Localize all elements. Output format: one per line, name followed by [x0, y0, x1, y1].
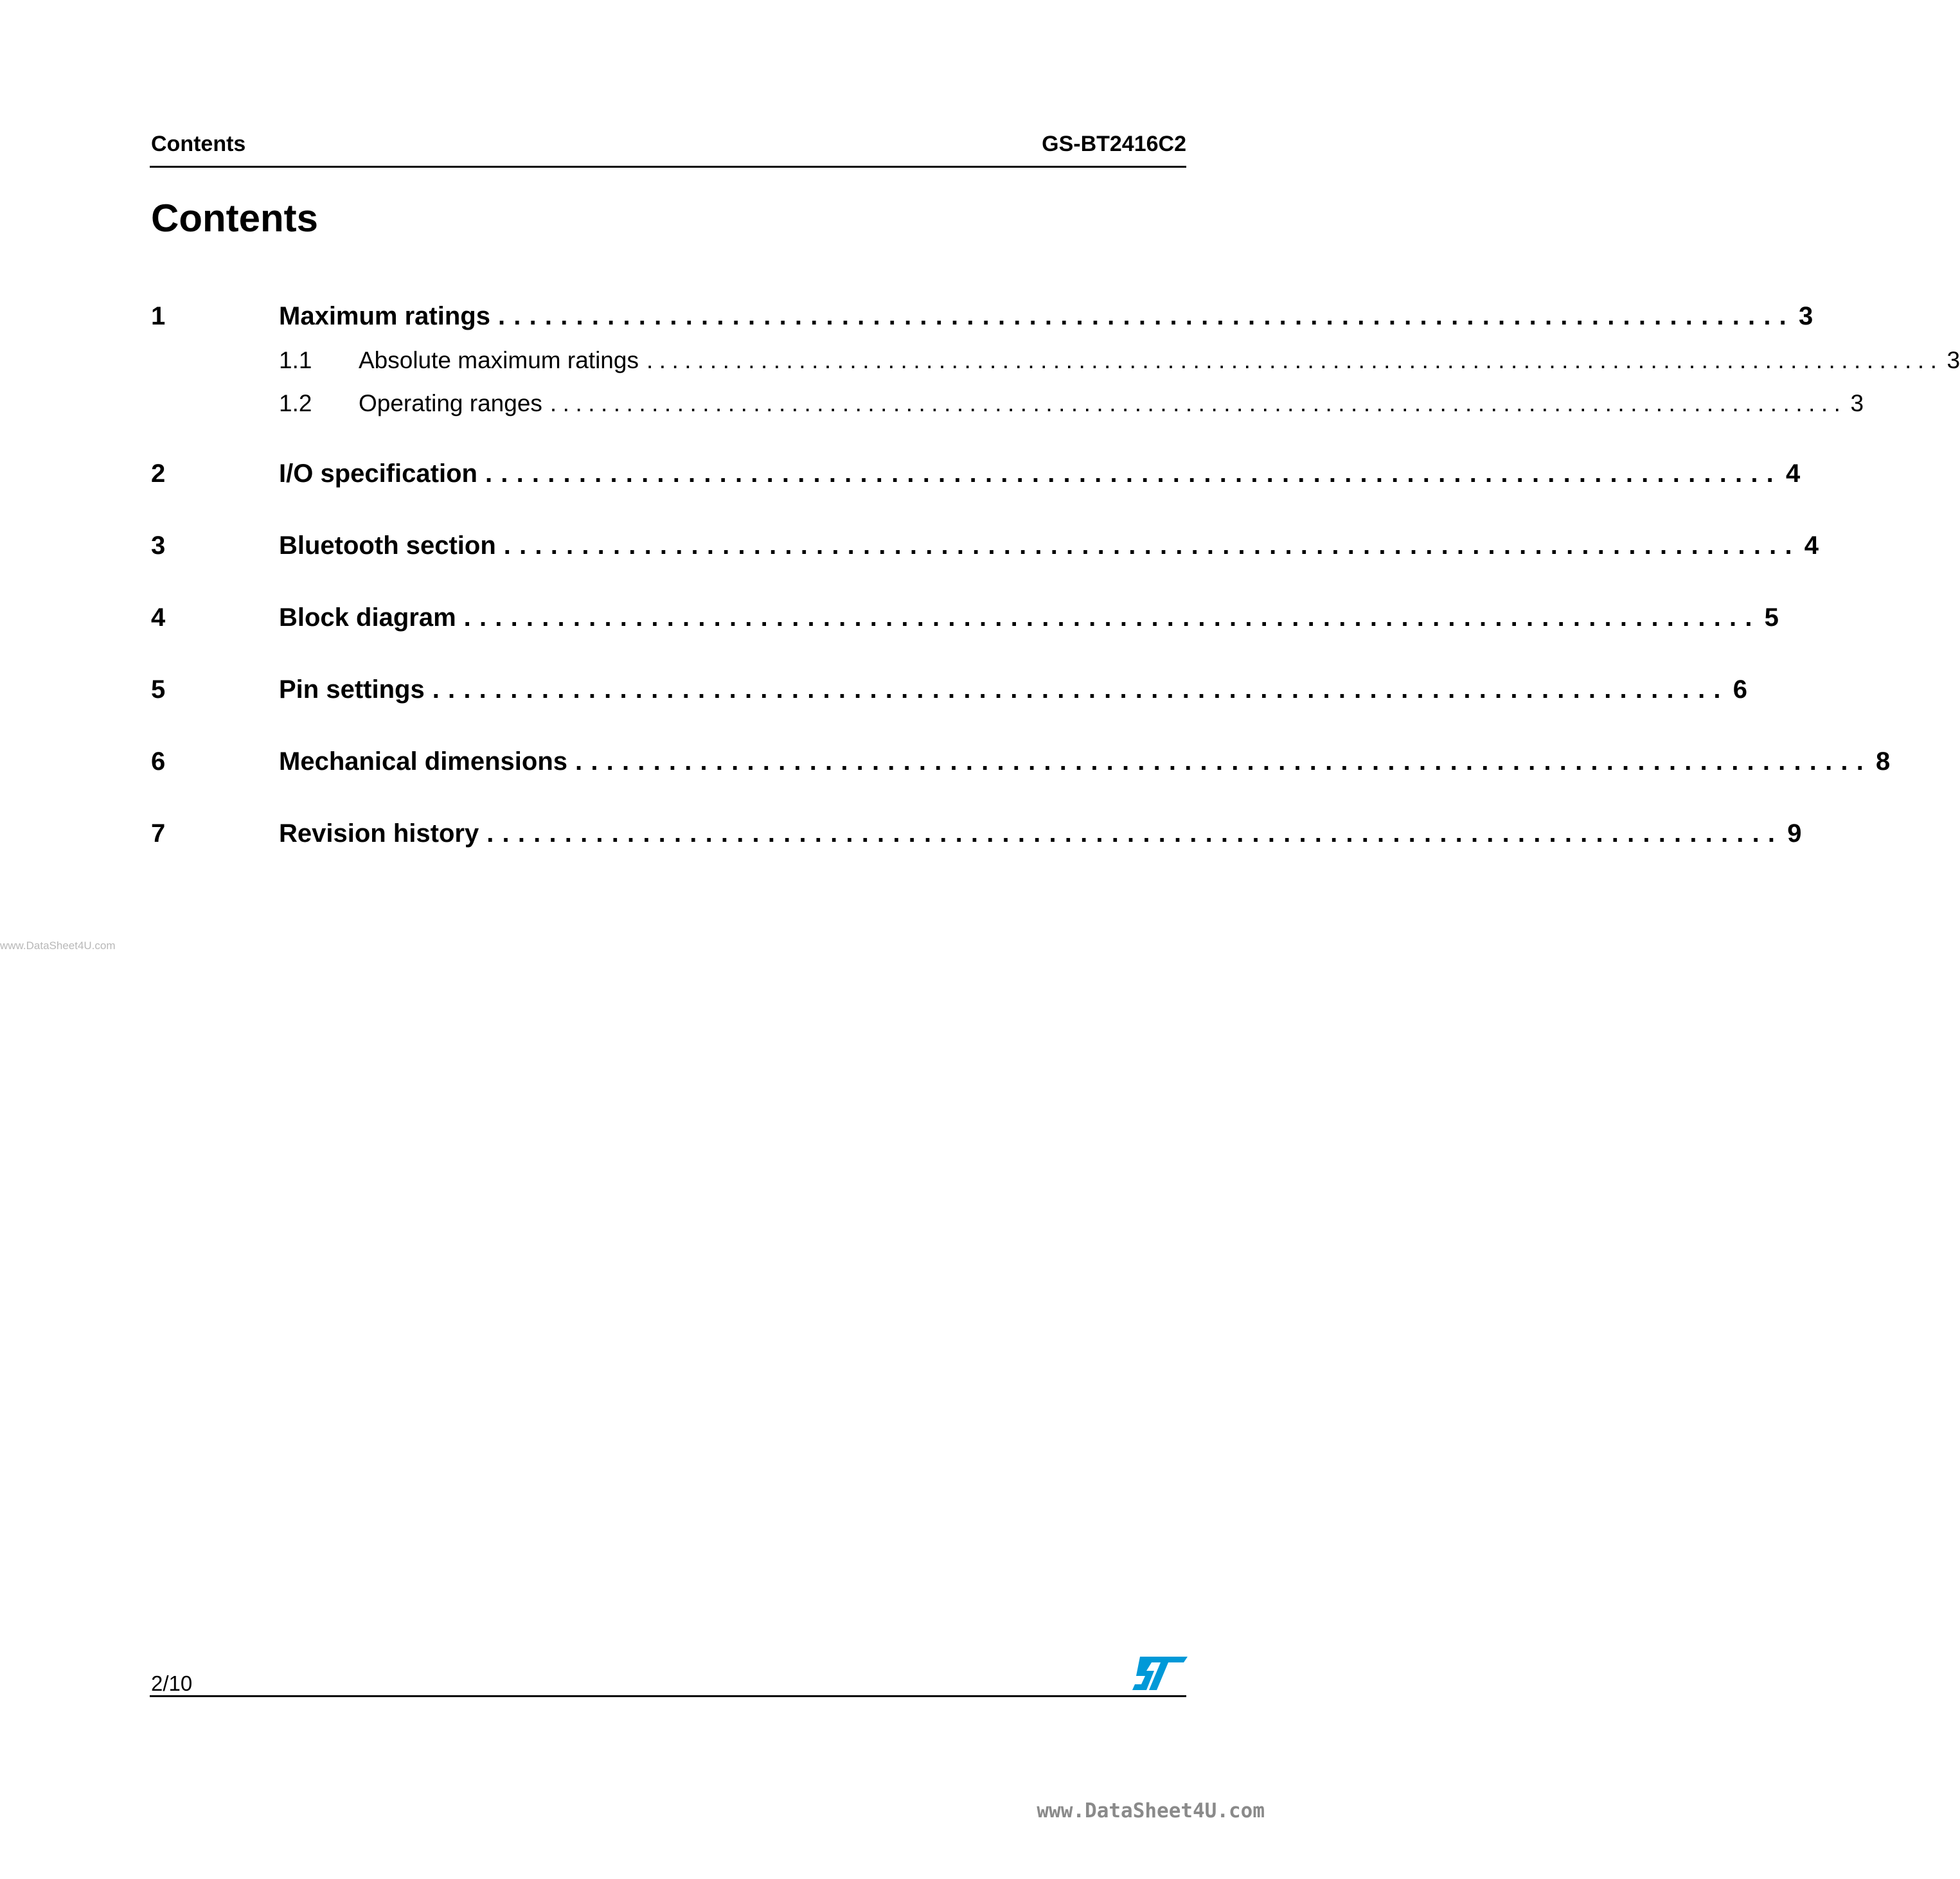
toc-entry-title: Pin settings: [279, 675, 425, 704]
toc-entry-number: 1.2: [279, 390, 312, 416]
toc-entry[interactable]: [151, 746, 1891, 777]
toc-entry-number: 7: [151, 819, 166, 848]
toc-dot-leader: ...................................................................................: [485, 459, 1782, 488]
toc-entry-number: 3: [151, 531, 166, 560]
toc-entry[interactable]: [151, 346, 1960, 375]
toc-entry[interactable]: [151, 602, 1779, 633]
toc-entry-title: I/O specification: [279, 459, 477, 488]
toc-entry-number: 5: [151, 675, 166, 704]
toc-entry[interactable]: [151, 818, 1802, 849]
toc-entry[interactable]: [151, 389, 1864, 418]
toc-entry-title: Absolute maximum ratings: [359, 347, 639, 373]
toc-entry-number: 6: [151, 747, 166, 776]
toc-dot-leader: ...................................................................................: [497, 302, 1795, 330]
page-title: Contents: [151, 197, 318, 240]
footer-page-number: 2/10: [151, 1671, 193, 1695]
toc-entry-title: Maximum ratings: [279, 302, 490, 330]
toc-entry-page: 4: [1785, 459, 1801, 488]
toc-entry-title: Mechanical dimensions: [279, 747, 568, 776]
toc-entry-number: 2: [151, 459, 166, 488]
toc-entry-title: Block diagram: [279, 603, 456, 632]
watermark-url: www.DataSheet4U.com: [1037, 1799, 1265, 1822]
toc-dot-leader: ...................................................................................: [503, 531, 1801, 560]
toc-entry[interactable]: [151, 674, 1747, 705]
toc-dot-leader: ......................................................................................................: [549, 390, 1847, 416]
toc-entry-page: 9: [1787, 819, 1802, 848]
toc-entry-number: 1: [151, 302, 166, 330]
toc-dot-leader: ...................................................................................: [486, 819, 1784, 848]
toc-entry-page: 3: [1850, 390, 1864, 416]
header-section-title: Contents: [151, 132, 246, 156]
toc-entry-number: 1.1: [279, 347, 312, 373]
toc-entry-page: 3: [1947, 347, 1960, 373]
toc-entry-page: 4: [1804, 531, 1819, 560]
toc-entry-page: 3: [1798, 302, 1813, 330]
toc-dot-leader: ...................................................................................: [432, 675, 1729, 704]
toc-entry-number: 4: [151, 603, 166, 632]
toc-dot-leader: ...................................................................................: [463, 603, 1761, 632]
footer-rule: [150, 1695, 1186, 1697]
toc-dot-leader: ......................................................................................................: [646, 347, 1943, 373]
toc-entry-title: Bluetooth section: [279, 531, 496, 560]
toc-entry[interactable]: [151, 301, 1813, 332]
toc-entry-page: 6: [1733, 675, 1747, 704]
watermark-small: www.DataSheet4U.com: [0, 939, 116, 952]
toc-entry-title: Operating ranges: [359, 390, 542, 416]
header-rule: [150, 166, 1186, 168]
st-logo-icon: [1132, 1657, 1188, 1690]
header-document-id: GS-BT2416C2: [1042, 132, 1186, 156]
toc-entry[interactable]: [151, 458, 1801, 489]
toc-entry-title: Revision history: [279, 819, 479, 848]
toc-entry[interactable]: [151, 530, 1819, 561]
toc-dot-leader: ...................................................................................: [575, 747, 1873, 776]
toc-entry-page: 8: [1876, 747, 1891, 776]
toc-entry-page: 5: [1764, 603, 1779, 632]
